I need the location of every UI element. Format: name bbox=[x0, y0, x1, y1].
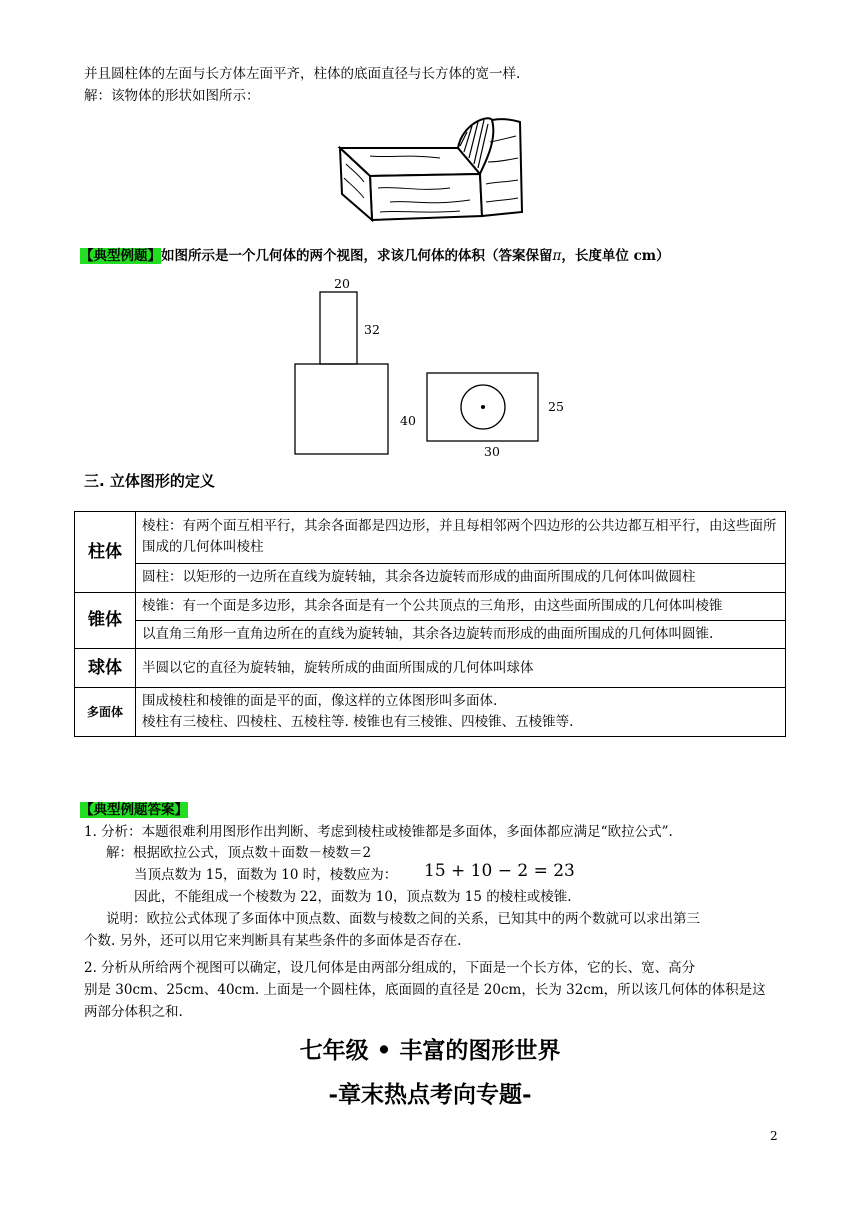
page-number: 2 bbox=[770, 1129, 778, 1143]
intro-line-1: 并且圆柱体的左面与长方体左面平齐，柱体的底面直径与长方体的宽一样. bbox=[84, 66, 521, 82]
label-top-height: 32 bbox=[364, 322, 380, 337]
pi-symbol: π bbox=[552, 248, 562, 264]
answer-2-line-2: 别是 30cm、25cm、40cm. 上面是一个圆柱体，底面圆的直径是 20cm，长为 32cm，所以该几何体的体积是这 bbox=[84, 982, 766, 998]
intro-line-2: 解：该物体的形状如图所示： bbox=[84, 88, 260, 104]
answers-heading bbox=[80, 800, 188, 820]
table-row bbox=[75, 621, 786, 649]
answer-1-note-1: 说明：欧拉公式体现了多面体中顶点数、面数与棱数之间的关系，已知其中的两个数就可以求出第三 bbox=[106, 911, 700, 927]
table-row bbox=[75, 688, 786, 737]
example-question-end: ，长度单位 cm） bbox=[561, 248, 670, 264]
answer-2-line-1: 2. 分析从所给两个视图可以确定，设几何体是由两部分组成的，下面是一个长方体，它的长、宽、高分 bbox=[84, 960, 696, 976]
category-cell: 球体 bbox=[75, 649, 136, 688]
front-view-block bbox=[295, 364, 388, 454]
table-row bbox=[75, 512, 786, 564]
answer-2-line-3: 两部分体积之和. bbox=[84, 1004, 183, 1020]
answer-1-formula: 15 + 10 − 2 = 23 bbox=[424, 861, 575, 881]
category-cell: 多面体 bbox=[75, 688, 136, 737]
section-3-title: 三. 立体图形的定义 bbox=[84, 472, 215, 490]
answer-1-step: 当顶点数为 15，面数为 10 时，棱数应为： bbox=[134, 867, 398, 883]
table-row bbox=[75, 649, 786, 688]
example-tag: 【典型例题】 bbox=[80, 248, 161, 264]
chapter-title: 七年级 • 丰富的图形世界 bbox=[299, 1037, 561, 1064]
definition-cell: 半圆以它的直径为旋转轴，旋转所成的曲面所围成的几何体叫球体 bbox=[136, 649, 786, 688]
definition-cell: 棱锥：有一个面是多边形，其余各面是有一个公共顶点的三角形，由这些面所围成的几何体叫棱锥 bbox=[136, 593, 786, 621]
answer-1-note-2: 个数. 另外，还可以用它来判断具有某些条件的多面体是否存在. bbox=[84, 933, 462, 949]
category-cell: 锥体 bbox=[75, 593, 136, 649]
definition-cell: 以直角三角形一直角边所在的直线为旋转轴，其余各边旋转而形成的曲面所围成的几何体叫圆锥. bbox=[136, 621, 786, 649]
label-right-height: 25 bbox=[548, 399, 564, 414]
label-top-width: 20 bbox=[334, 276, 350, 291]
definition-cell: 棱柱：有两个面互相平行，其余各面都是四边形，并且每相邻两个四边形的公共边都互相平行，由这些面所围成的几何体叫棱柱 bbox=[136, 512, 786, 564]
two-views-diagram bbox=[280, 272, 580, 464]
table-row bbox=[75, 593, 786, 621]
table-row bbox=[75, 563, 786, 592]
chapter-subtitle: -章末热点考向专题- bbox=[328, 1081, 532, 1108]
example-question bbox=[80, 246, 670, 266]
category-cell: 柱体 bbox=[75, 512, 136, 593]
definition-cell: 圆柱：以矩形的一边所在直线为旋转轴，其余各边旋转而形成的曲面所围成的几何体叫做圆柱 bbox=[136, 563, 786, 592]
solid-sketch bbox=[330, 112, 530, 228]
definitions-table bbox=[74, 511, 786, 737]
label-right-width: 30 bbox=[484, 444, 500, 459]
answer-1-conclusion: 因此，不能组成一个棱数为 22，面数为 10，顶点数为 15 的棱柱或棱锥. bbox=[134, 889, 572, 905]
answers-tag: 【典型例题答案】 bbox=[80, 802, 188, 818]
definition-cell: 围成棱柱和棱锥的面是平的面，像这样的立体图形叫多面体. 棱柱有三棱柱、四棱柱、五棱柱等. 棱锥也有三棱锥、四棱锥、五棱锥等. bbox=[136, 688, 786, 737]
answer-1-analysis: 1. 分析：本题很难利用图形作出判断、考虑到棱柱或棱锥都是多面体，多面体都应满足“欧拉公式”. bbox=[84, 824, 673, 840]
answer-1-solution: 解：根据欧拉公式，顶点数＋面数－棱数＝2 bbox=[106, 845, 372, 861]
label-bottom-height: 40 bbox=[400, 413, 416, 428]
front-view-cylinder bbox=[320, 292, 357, 364]
top-view-center bbox=[481, 405, 485, 409]
example-question-text: 如图所示是一个几何体的两个视图，求该几何体的体积（答案保留 bbox=[161, 248, 553, 264]
